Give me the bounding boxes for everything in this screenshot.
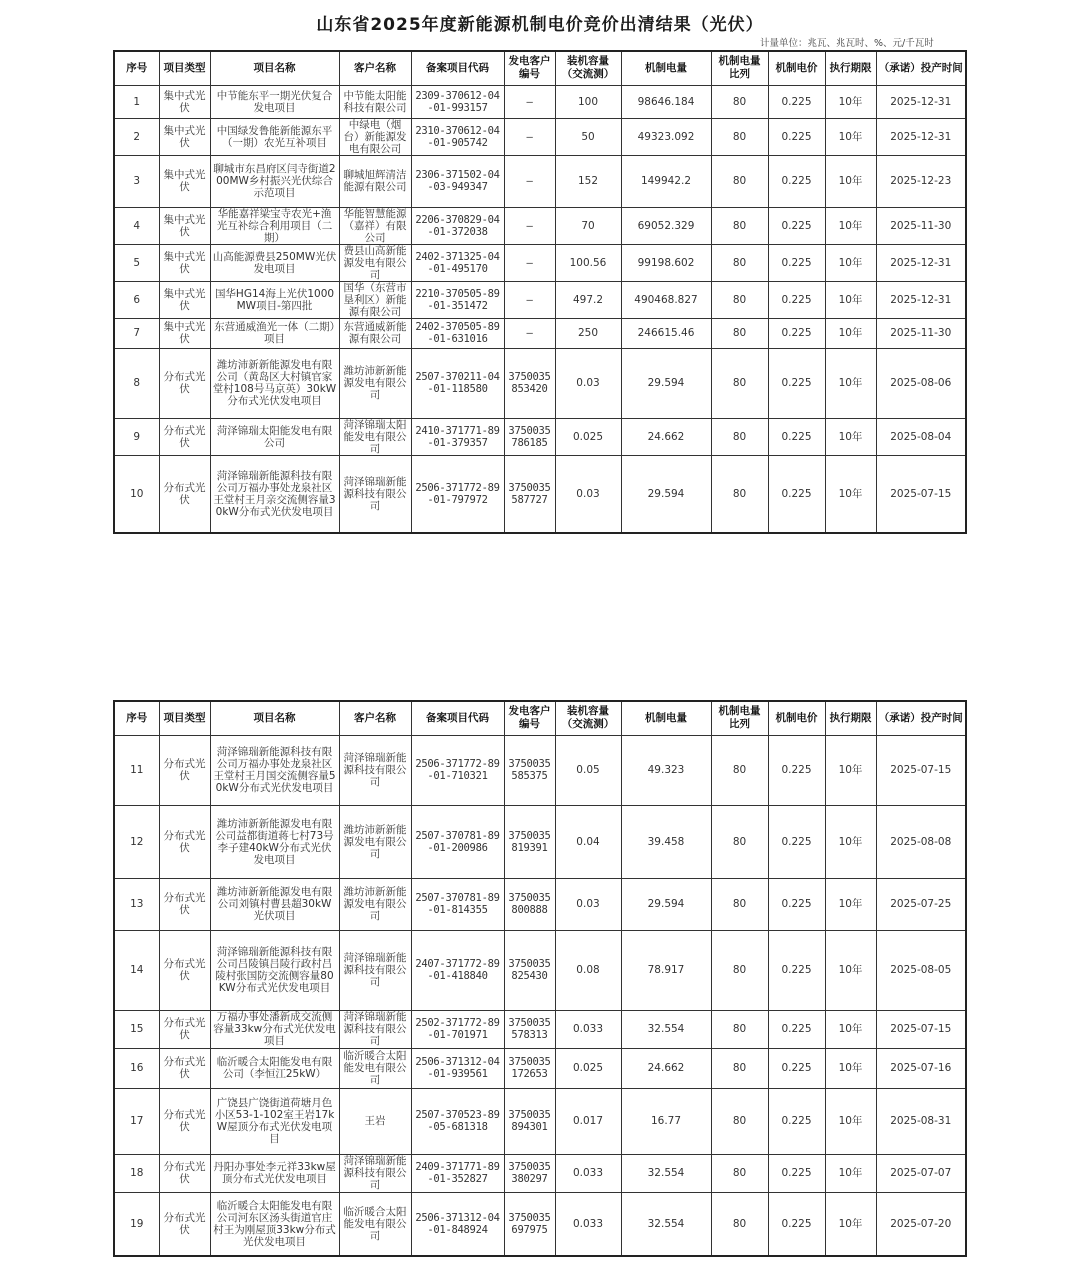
mechanism-energy-cell: 490468.827 — [621, 281, 711, 318]
project-code-cell: 2506-371772-89-01-797972 — [411, 455, 504, 533]
table-row — [114, 281, 966, 318]
mechanism-price-cell: 0.225 — [768, 1048, 825, 1088]
mechanism-energy-cell: 32.554 — [621, 1010, 711, 1048]
table-row — [114, 244, 966, 281]
customer-name-cell: 菏泽锦瑞新能源科技有限公司 — [339, 1010, 411, 1048]
capacity-cell: 0.025 — [555, 1048, 621, 1088]
project-name-cell: 潍坊沛新新能源发电有限公司益都街道蒋七村73号李子建40kW分布式光伏发电项目 — [210, 805, 339, 878]
project-name-cell: 菏泽锦瑞新能源科技有限公司万福办事处龙泉社区王堂村王月亲交流侧容量30kW分布式光伏发电项目 — [210, 455, 339, 533]
row-number-cell: 12 — [114, 805, 159, 878]
energy-ratio-cell: 80 — [711, 1192, 768, 1256]
energy-ratio-cell: 80 — [711, 118, 768, 155]
customer-number-cell: 3750035585375 — [504, 735, 555, 805]
capacity-cell: 50 — [555, 118, 621, 155]
row-number-cell: 8 — [114, 348, 159, 418]
table-body — [114, 85, 966, 533]
customer-number-cell: 3750035172653 — [504, 1048, 555, 1088]
row-number-cell: 5 — [114, 244, 159, 281]
commissioning-date-cell: 2025-12-31 — [876, 244, 966, 281]
customer-number-cell: 3750035819391 — [504, 805, 555, 878]
project-type-cell: 分布式光伏 — [159, 930, 210, 1010]
project-type-cell: 集中式光伏 — [159, 85, 210, 118]
execution-term-cell: 10年 — [825, 118, 876, 155]
project-code-cell: 2502-371772-89-01-701971 — [411, 1010, 504, 1048]
project-code-cell: 2506-371312-04-01-848924 — [411, 1192, 504, 1256]
project-code-cell: 2210-370505-89-01-351472 — [411, 281, 504, 318]
table-row — [114, 1048, 966, 1088]
row-number-cell: 3 — [114, 155, 159, 207]
customer-name-cell: 中绿电（烟台）新能源发电有限公司 — [339, 118, 411, 155]
project-type-cell: 分布式光伏 — [159, 735, 210, 805]
commissioning-date-cell: 2025-07-07 — [876, 1154, 966, 1192]
mechanism-energy-cell: 29.594 — [621, 455, 711, 533]
row-number-cell: 6 — [114, 281, 159, 318]
project-code-cell: 2306-371502-04-03-949347 — [411, 155, 504, 207]
results-table-page-2 — [113, 700, 967, 1257]
commissioning-date-cell: 2025-08-06 — [876, 348, 966, 418]
energy-ratio-cell: 80 — [711, 455, 768, 533]
execution-term-cell: 10年 — [825, 930, 876, 1010]
commissioning-date-cell: 2025-08-04 — [876, 418, 966, 455]
customer-name-cell: 菏泽锦瑞新能源科技有限公司 — [339, 930, 411, 1010]
energy-ratio-cell: 80 — [711, 318, 768, 348]
row-number-cell: 1 — [114, 85, 159, 118]
header-cell: 客户名称 — [339, 51, 411, 85]
execution-term-cell: 10年 — [825, 318, 876, 348]
project-name-cell: 菏泽锦瑞太阳能发电有限公司 — [210, 418, 339, 455]
row-number-cell: 10 — [114, 455, 159, 533]
customer-number-cell: 3750035380297 — [504, 1154, 555, 1192]
capacity-cell: 70 — [555, 207, 621, 244]
energy-ratio-cell: 80 — [711, 1154, 768, 1192]
table-row — [114, 155, 966, 207]
header-cell: 备案项目代码 — [411, 51, 504, 85]
commissioning-date-cell: 2025-07-15 — [876, 455, 966, 533]
row-number-cell: 9 — [114, 418, 159, 455]
project-type-cell: 分布式光伏 — [159, 1192, 210, 1256]
table-row — [114, 318, 966, 348]
project-name-cell: 菏泽锦瑞新能源科技有限公司万福办事处龙泉社区王堂村王月国交流侧容量50kW分布式光伏发电项目 — [210, 735, 339, 805]
table-row — [114, 455, 966, 533]
row-number-cell: 18 — [114, 1154, 159, 1192]
energy-ratio-cell: 80 — [711, 1010, 768, 1048]
project-type-cell: 分布式光伏 — [159, 878, 210, 930]
customer-name-cell: 菏泽锦瑞新能源科技有限公司 — [339, 1154, 411, 1192]
commissioning-date-cell: 2025-11-30 — [876, 207, 966, 244]
mechanism-price-cell: 0.225 — [768, 1010, 825, 1048]
mechanism-energy-cell: 39.458 — [621, 805, 711, 878]
project-name-cell: 潍坊沛新新能源发电有限公司刘镇村曹县超30kW光伏项目 — [210, 878, 339, 930]
document-title: 山东省2025年度新能源机制电价竞价出清结果（光伏） — [316, 15, 764, 35]
project-code-cell: 2409-371771-89-01-352827 — [411, 1154, 504, 1192]
mechanism-price-cell: 0.225 — [768, 1154, 825, 1192]
header-cell: 发电客户编号 — [504, 51, 555, 85]
commissioning-date-cell: 2025-08-08 — [876, 805, 966, 878]
execution-term-cell: 10年 — [825, 1088, 876, 1154]
mechanism-price-cell: 0.225 — [768, 735, 825, 805]
capacity-cell: 497.2 — [555, 281, 621, 318]
header-cell: 机制电价 — [768, 701, 825, 735]
customer-number-cell: — — [504, 281, 555, 318]
header-cell: 客户名称 — [339, 701, 411, 735]
table-row — [114, 85, 966, 118]
project-name-cell: 广饶县广饶街道荷塘月色小区53-1-102室王岩17kW屋顶分布式光伏发电项目 — [210, 1088, 339, 1154]
project-type-cell: 分布式光伏 — [159, 348, 210, 418]
customer-name-cell: 华能智慧能源（嘉祥）有限公司 — [339, 207, 411, 244]
table-row — [114, 418, 966, 455]
table-row — [114, 118, 966, 155]
customer-name-cell: 聊城旭辉清洁能源有限公司 — [339, 155, 411, 207]
execution-term-cell: 10年 — [825, 1192, 876, 1256]
header-cell: 序号 — [114, 51, 159, 85]
header-cell: 序号 — [114, 701, 159, 735]
header-cell: 机制电价 — [768, 51, 825, 85]
execution-term-cell: 10年 — [825, 735, 876, 805]
customer-number-cell: — — [504, 85, 555, 118]
header-cell: 执行期限 — [825, 51, 876, 85]
project-name-cell: 临沂暖合太阳能发电有限公司（李恒江25kW） — [210, 1048, 339, 1088]
project-code-cell: 2506-371312-04-01-939561 — [411, 1048, 504, 1088]
customer-name-cell: 潍坊沛新新能源发电有限公司 — [339, 878, 411, 930]
execution-term-cell: 10年 — [825, 1048, 876, 1088]
capacity-cell: 0.04 — [555, 805, 621, 878]
table-row — [114, 1192, 966, 1256]
capacity-cell: 0.025 — [555, 418, 621, 455]
row-number-cell: 16 — [114, 1048, 159, 1088]
capacity-cell: 0.05 — [555, 735, 621, 805]
row-number-cell: 2 — [114, 118, 159, 155]
project-code-cell: 2507-370781-89-01-200986 — [411, 805, 504, 878]
commissioning-date-cell: 2025-11-30 — [876, 318, 966, 348]
capacity-cell: 0.033 — [555, 1192, 621, 1256]
row-number-cell: 15 — [114, 1010, 159, 1048]
project-type-cell: 分布式光伏 — [159, 1088, 210, 1154]
table-row — [114, 207, 966, 244]
table-row — [114, 735, 966, 805]
capacity-cell: 152 — [555, 155, 621, 207]
table-row — [114, 930, 966, 1010]
customer-name-cell: 国华（东营市垦利区）新能源有限公司 — [339, 281, 411, 318]
customer-number-cell: — — [504, 118, 555, 155]
execution-term-cell: 10年 — [825, 878, 876, 930]
customer-name-cell: 费县山高新能源发电有限公司 — [339, 244, 411, 281]
customer-number-cell: 3750035697975 — [504, 1192, 555, 1256]
project-code-cell: 2309-370612-04-01-993157 — [411, 85, 504, 118]
header-cell: 项目名称 — [210, 51, 339, 85]
header-cell: 备案项目代码 — [411, 701, 504, 735]
mechanism-price-cell: 0.225 — [768, 805, 825, 878]
capacity-cell: 0.03 — [555, 348, 621, 418]
header-cell: 项目类型 — [159, 701, 210, 735]
customer-number-cell: — — [504, 207, 555, 244]
project-name-cell: 临沂暖合太阳能发电有限公司河东区汤头街道官庄村王为刚屋顶33kw分布式光伏发电项目 — [210, 1192, 339, 1256]
energy-ratio-cell: 80 — [711, 878, 768, 930]
mechanism-energy-cell: 78.917 — [621, 930, 711, 1010]
project-type-cell: 集中式光伏 — [159, 244, 210, 281]
project-code-cell: 2506-371772-89-01-710321 — [411, 735, 504, 805]
project-code-cell: 2310-370612-04-01-905742 — [411, 118, 504, 155]
customer-number-cell: 3750035800888 — [504, 878, 555, 930]
customer-name-cell: 东营通威新能源有限公司 — [339, 318, 411, 348]
table-row — [114, 1088, 966, 1154]
capacity-cell: 0.033 — [555, 1010, 621, 1048]
commissioning-date-cell: 2025-12-31 — [876, 85, 966, 118]
mechanism-energy-cell: 98646.184 — [621, 85, 711, 118]
table-row — [114, 878, 966, 930]
mechanism-price-cell: 0.225 — [768, 155, 825, 207]
unit-note: 计量单位：兆瓦、兆瓦时、%、元/千瓦时 — [760, 38, 934, 49]
project-code-cell: 2402-371325-04-01-495170 — [411, 244, 504, 281]
header-cell: 装机容量（交流测） — [555, 701, 621, 735]
mechanism-energy-cell: 49.323 — [621, 735, 711, 805]
mechanism-energy-cell: 246615.46 — [621, 318, 711, 348]
project-code-cell: 2407-371772-89-01-418840 — [411, 930, 504, 1010]
execution-term-cell: 10年 — [825, 455, 876, 533]
energy-ratio-cell: 80 — [711, 207, 768, 244]
commissioning-date-cell: 2025-07-25 — [876, 878, 966, 930]
project-name-cell: 潍坊沛新新能源发电有限公司（黄岛区大村镇官家堂村108号马京英）30kW分布式光伏发电项目 — [210, 348, 339, 418]
energy-ratio-cell: 80 — [711, 155, 768, 207]
project-name-cell: 中节能东平一期光伏复合发电项目 — [210, 85, 339, 118]
capacity-cell: 250 — [555, 318, 621, 348]
mechanism-price-cell: 0.225 — [768, 348, 825, 418]
project-type-cell: 集中式光伏 — [159, 281, 210, 318]
table-row — [114, 348, 966, 418]
mechanism-energy-cell: 24.662 — [621, 1048, 711, 1088]
table-header-row — [114, 51, 966, 85]
mechanism-price-cell: 0.225 — [768, 85, 825, 118]
mechanism-price-cell: 0.225 — [768, 207, 825, 244]
table-row — [114, 805, 966, 878]
commissioning-date-cell: 2025-07-15 — [876, 735, 966, 805]
customer-number-cell: — — [504, 244, 555, 281]
customer-name-cell: 临沂暖合太阳能发电有限公司 — [339, 1048, 411, 1088]
mechanism-price-cell: 0.225 — [768, 244, 825, 281]
row-number-cell: 7 — [114, 318, 159, 348]
mechanism-energy-cell: 29.594 — [621, 878, 711, 930]
customer-number-cell: — — [504, 155, 555, 207]
customer-number-cell: 3750035786185 — [504, 418, 555, 455]
mechanism-price-cell: 0.225 — [768, 1192, 825, 1256]
customer-number-cell: 3750035825430 — [504, 930, 555, 1010]
mechanism-energy-cell: 32.554 — [621, 1192, 711, 1256]
project-type-cell: 分布式光伏 — [159, 1048, 210, 1088]
capacity-cell: 0.017 — [555, 1088, 621, 1154]
customer-number-cell: 3750035587727 — [504, 455, 555, 533]
header-cell: 项目类型 — [159, 51, 210, 85]
commissioning-date-cell: 2025-07-20 — [876, 1192, 966, 1256]
customer-name-cell: 临沂暖合太阳能发电有限公司 — [339, 1192, 411, 1256]
customer-name-cell: 菏泽锦瑞太阳能发电有限公司 — [339, 418, 411, 455]
project-code-cell: 2410-371771-89-01-379357 — [411, 418, 504, 455]
project-type-cell: 分布式光伏 — [159, 1154, 210, 1192]
customer-name-cell: 潍坊沛新新能源发电有限公司 — [339, 805, 411, 878]
project-type-cell: 分布式光伏 — [159, 418, 210, 455]
project-name-cell: 中国绿发鲁能新能源东平（一期）农光互补项目 — [210, 118, 339, 155]
execution-term-cell: 10年 — [825, 1154, 876, 1192]
energy-ratio-cell: 80 — [711, 418, 768, 455]
project-code-cell: 2507-370211-04-01-118580 — [411, 348, 504, 418]
row-number-cell: 13 — [114, 878, 159, 930]
project-type-cell: 集中式光伏 — [159, 155, 210, 207]
header-cell: 执行期限 — [825, 701, 876, 735]
project-name-cell: 丹阳办事处李元祥33kw屋顶分布式光伏发电项目 — [210, 1154, 339, 1192]
capacity-cell: 0.08 — [555, 930, 621, 1010]
energy-ratio-cell: 80 — [711, 1048, 768, 1088]
project-name-cell: 聊城市东昌府区闫寺街道200MW乡村振兴光伏综合示范项目 — [210, 155, 339, 207]
customer-number-cell: — — [504, 318, 555, 348]
customer-name-cell: 中节能太阳能科技有限公司 — [339, 85, 411, 118]
row-number-cell: 19 — [114, 1192, 159, 1256]
mechanism-energy-cell: 24.662 — [621, 418, 711, 455]
execution-term-cell: 10年 — [825, 207, 876, 244]
mechanism-energy-cell: 29.594 — [621, 348, 711, 418]
capacity-cell: 100 — [555, 85, 621, 118]
header-cell: 机制电量比列 — [711, 51, 768, 85]
execution-term-cell: 10年 — [825, 281, 876, 318]
execution-term-cell: 10年 — [825, 418, 876, 455]
project-code-cell: 2507-370523-89-05-681318 — [411, 1088, 504, 1154]
project-type-cell: 集中式光伏 — [159, 318, 210, 348]
energy-ratio-cell: 80 — [711, 805, 768, 878]
row-number-cell: 4 — [114, 207, 159, 244]
header-cell: 机制电量 — [621, 701, 711, 735]
energy-ratio-cell: 80 — [711, 735, 768, 805]
project-name-cell: 山高能源费县250MW光伏发电项目 — [210, 244, 339, 281]
mechanism-energy-cell: 69052.329 — [621, 207, 711, 244]
execution-term-cell: 10年 — [825, 348, 876, 418]
energy-ratio-cell: 80 — [711, 348, 768, 418]
customer-name-cell: 菏泽锦瑞新能源科技有限公司 — [339, 735, 411, 805]
mechanism-price-cell: 0.225 — [768, 318, 825, 348]
customer-name-cell: 王岩 — [339, 1088, 411, 1154]
commissioning-date-cell: 2025-12-23 — [876, 155, 966, 207]
mechanism-price-cell: 0.225 — [768, 118, 825, 155]
capacity-cell: 100.56 — [555, 244, 621, 281]
project-name-cell: 国华HG14海上光伏1000MW项目-第四批 — [210, 281, 339, 318]
project-type-cell: 分布式光伏 — [159, 805, 210, 878]
header-cell: （承诺）投产时间 — [876, 701, 966, 735]
results-table-page-1 — [113, 50, 967, 534]
table-body — [114, 735, 966, 1256]
execution-term-cell: 10年 — [825, 85, 876, 118]
header-cell: 机制电量比列 — [711, 701, 768, 735]
commissioning-date-cell: 2025-08-31 — [876, 1088, 966, 1154]
row-number-cell: 14 — [114, 930, 159, 1010]
mechanism-price-cell: 0.225 — [768, 930, 825, 1010]
project-name-cell: 菏泽锦瑞新能源科技有限公司吕陵镇吕陵行政村吕陵村张国防交流侧容量80KW分布式光伏发电项目 — [210, 930, 339, 1010]
mechanism-energy-cell: 16.77 — [621, 1088, 711, 1154]
execution-term-cell: 10年 — [825, 1010, 876, 1048]
customer-name-cell: 菏泽锦瑞新能源科技有限公司 — [339, 455, 411, 533]
project-name-cell: 东营通威渔光一体（二期）项目 — [210, 318, 339, 348]
header-cell: 发电客户编号 — [504, 701, 555, 735]
energy-ratio-cell: 80 — [711, 930, 768, 1010]
project-type-cell: 集中式光伏 — [159, 207, 210, 244]
table-row — [114, 1010, 966, 1048]
mechanism-price-cell: 0.225 — [768, 1088, 825, 1154]
commissioning-date-cell: 2025-12-31 — [876, 281, 966, 318]
project-type-cell: 分布式光伏 — [159, 455, 210, 533]
commissioning-date-cell: 2025-12-31 — [876, 118, 966, 155]
mechanism-price-cell: 0.225 — [768, 281, 825, 318]
project-name-cell: 华能嘉祥梁宝寺农光+渔光互补综合利用项目（二期） — [210, 207, 339, 244]
customer-name-cell: 潍坊沛新新能源发电有限公司 — [339, 348, 411, 418]
commissioning-date-cell: 2025-07-15 — [876, 1010, 966, 1048]
energy-ratio-cell: 80 — [711, 281, 768, 318]
project-type-cell: 集中式光伏 — [159, 118, 210, 155]
execution-term-cell: 10年 — [825, 155, 876, 207]
project-code-cell: 2206-370829-04-01-372038 — [411, 207, 504, 244]
customer-number-cell: 3750035853420 — [504, 348, 555, 418]
header-cell: 项目名称 — [210, 701, 339, 735]
commissioning-date-cell: 2025-07-16 — [876, 1048, 966, 1088]
table-header-row — [114, 701, 966, 735]
execution-term-cell: 10年 — [825, 805, 876, 878]
project-type-cell: 分布式光伏 — [159, 1010, 210, 1048]
energy-ratio-cell: 80 — [711, 244, 768, 281]
commissioning-date-cell: 2025-08-05 — [876, 930, 966, 1010]
capacity-cell: 0.033 — [555, 1154, 621, 1192]
header-cell: （承诺）投产时间 — [876, 51, 966, 85]
project-code-cell: 2402-370505-89-01-631016 — [411, 318, 504, 348]
mechanism-energy-cell: 49323.092 — [621, 118, 711, 155]
table-row — [114, 1154, 966, 1192]
customer-number-cell: 3750035894301 — [504, 1088, 555, 1154]
mechanism-price-cell: 0.225 — [768, 418, 825, 455]
mechanism-energy-cell: 149942.2 — [621, 155, 711, 207]
row-number-cell: 17 — [114, 1088, 159, 1154]
mechanism-price-cell: 0.225 — [768, 455, 825, 533]
header-cell: 装机容量（交流测） — [555, 51, 621, 85]
mechanism-price-cell: 0.225 — [768, 878, 825, 930]
customer-number-cell: 3750035578313 — [504, 1010, 555, 1048]
capacity-cell: 0.03 — [555, 878, 621, 930]
mechanism-energy-cell: 32.554 — [621, 1154, 711, 1192]
row-number-cell: 11 — [114, 735, 159, 805]
project-code-cell: 2507-370781-89-01-814355 — [411, 878, 504, 930]
capacity-cell: 0.03 — [555, 455, 621, 533]
header-cell: 机制电量 — [621, 51, 711, 85]
execution-term-cell: 10年 — [825, 244, 876, 281]
energy-ratio-cell: 80 — [711, 85, 768, 118]
energy-ratio-cell: 80 — [711, 1088, 768, 1154]
mechanism-energy-cell: 99198.602 — [621, 244, 711, 281]
project-name-cell: 万福办事处潘新成交流侧容量33kw分布式光伏发电项目 — [210, 1010, 339, 1048]
